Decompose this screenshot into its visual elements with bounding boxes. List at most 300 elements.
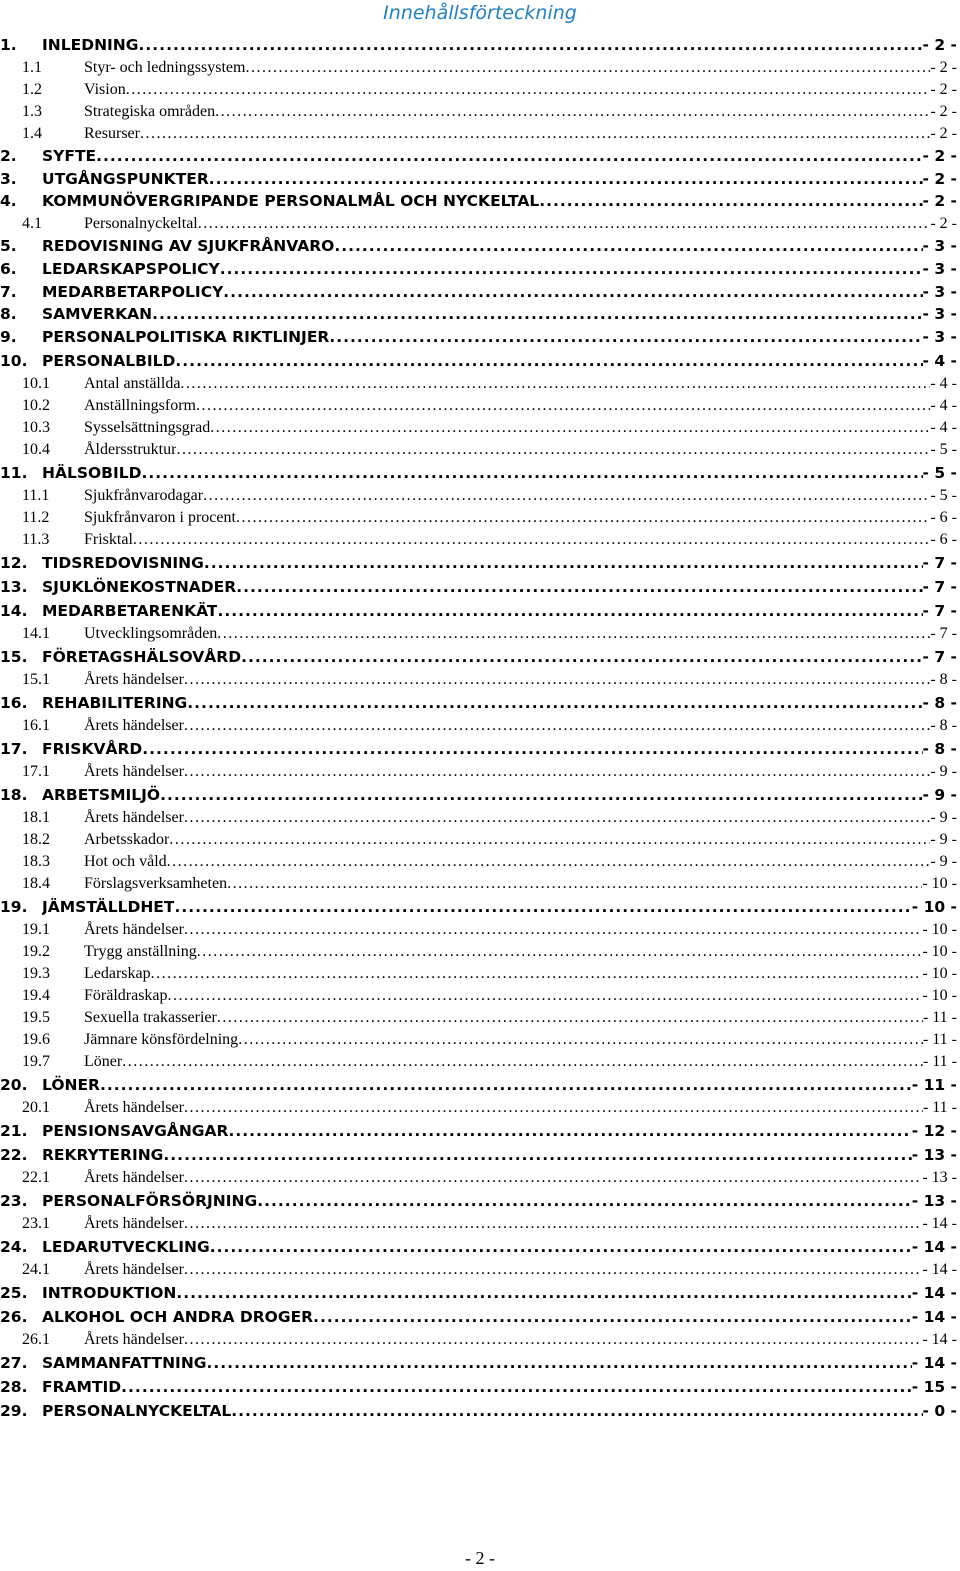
toc-entry-number: 5. bbox=[0, 237, 17, 255]
toc-entry-label: PERSONALFÖRSÖRJNING bbox=[42, 1191, 258, 1210]
toc-entry-page: - 7 - bbox=[930, 624, 957, 642]
toc-entry-subheading[interactable] bbox=[0, 807, 960, 829]
toc-dot-leader bbox=[228, 1119, 911, 1143]
toc-entry-label: INLEDNING bbox=[42, 36, 139, 54]
toc-entry-heading[interactable] bbox=[0, 1399, 960, 1423]
toc-entry-number: 10.4 bbox=[22, 440, 50, 458]
toc-entry-page: - 13 - bbox=[911, 1145, 957, 1164]
toc-dot-leader bbox=[126, 79, 931, 101]
toc-entry-page: - 2 - bbox=[930, 215, 957, 232]
toc-entry-subheading[interactable] bbox=[0, 761, 960, 783]
toc-entry-number: 10. bbox=[0, 351, 28, 370]
toc-entry-subheading[interactable] bbox=[0, 57, 960, 79]
toc-entry-heading[interactable] bbox=[0, 737, 960, 761]
toc-dot-leader bbox=[142, 737, 922, 761]
toc-entry-page: - 4 - bbox=[930, 418, 957, 436]
toc-entry-page: - 14 - bbox=[922, 1260, 957, 1278]
toc-entry-subheading[interactable] bbox=[0, 715, 960, 737]
toc-entry-label: Årets händelser bbox=[84, 808, 184, 826]
toc-entry-subheading[interactable] bbox=[0, 1097, 960, 1119]
toc-entry-number: 23. bbox=[0, 1191, 28, 1210]
toc-dot-leader bbox=[334, 235, 922, 258]
toc-entry-label: HÄLSOBILD bbox=[42, 463, 142, 482]
toc-entry-page: - 2 - bbox=[922, 36, 957, 54]
toc-entry-label: Sjukfrånvaron i procent bbox=[84, 508, 236, 526]
toc-entry-subheading[interactable] bbox=[0, 963, 960, 985]
toc-entry-number: 18.2 bbox=[22, 830, 50, 848]
toc-dot-leader bbox=[204, 551, 923, 575]
toc-entry-subheading[interactable] bbox=[0, 123, 960, 145]
toc-dot-leader bbox=[160, 783, 922, 807]
toc-entry-page: - 7 - bbox=[922, 601, 957, 620]
toc-entry-number: 4. bbox=[0, 192, 17, 211]
toc-dot-leader bbox=[236, 575, 922, 599]
toc-entry-page: - 9 - bbox=[930, 762, 957, 780]
toc-entry-heading[interactable] bbox=[0, 645, 960, 669]
toc-entry-number: 29. bbox=[0, 1401, 28, 1420]
toc-entry-page: - 4 - bbox=[930, 396, 957, 414]
toc-entry-subheading[interactable] bbox=[0, 439, 960, 461]
toc-entry-page: - 4 - bbox=[922, 351, 957, 370]
toc-entry-subheading[interactable] bbox=[0, 1029, 960, 1051]
toc-dot-leader bbox=[152, 303, 922, 326]
toc-entry-subheading[interactable] bbox=[0, 1213, 960, 1235]
toc-entry-heading[interactable] bbox=[0, 349, 960, 373]
toc-entry-subheading[interactable] bbox=[0, 213, 960, 235]
toc-entry-page: - 13 - bbox=[922, 1168, 957, 1186]
toc-entry-page: - 11 - bbox=[922, 1008, 957, 1026]
toc-entry-number: 2. bbox=[0, 146, 17, 165]
toc-entry-subheading[interactable] bbox=[0, 623, 960, 645]
toc-entry-label: SYFTE bbox=[42, 146, 97, 165]
toc-entry-page: - 8 - bbox=[922, 739, 957, 758]
toc-entry-label: INTRODUKTION bbox=[42, 1283, 177, 1302]
toc-dot-leader bbox=[198, 213, 931, 235]
toc-entry-subheading[interactable] bbox=[0, 1051, 960, 1073]
toc-entry-page: - 12 - bbox=[911, 1121, 957, 1140]
toc-entry-page: - 10 - bbox=[922, 874, 957, 892]
toc-entry-label: Trygg anställning bbox=[84, 942, 197, 960]
toc-entry-page: - 6 - bbox=[930, 508, 957, 526]
toc-entry-page: - 3 - bbox=[922, 328, 957, 346]
toc-dot-leader bbox=[220, 258, 923, 281]
toc-entry-number: 19.6 bbox=[22, 1030, 50, 1048]
toc-entry-page: - 10 - bbox=[922, 942, 957, 960]
toc-entry-page: - 0 - bbox=[922, 1401, 957, 1420]
toc-entry-number: 17.1 bbox=[22, 762, 50, 780]
toc-entry-page: - 11 - bbox=[922, 1030, 957, 1048]
toc-entry-page: - 9 - bbox=[930, 852, 957, 870]
toc-entry-number: 17. bbox=[0, 739, 28, 758]
toc-entry-number: 7. bbox=[0, 282, 17, 301]
toc-entry-heading[interactable] bbox=[0, 326, 960, 349]
toc-entry-label: FRAMTID bbox=[42, 1377, 122, 1396]
toc-entry-number: 11.1 bbox=[22, 486, 50, 504]
toc-dot-leader bbox=[217, 599, 922, 623]
toc-entry-page: - 4 - bbox=[930, 374, 957, 392]
toc-dot-leader bbox=[196, 395, 930, 417]
toc-entry-label: Vision bbox=[84, 80, 126, 98]
toc-entry-subheading[interactable] bbox=[0, 1259, 960, 1281]
toc-dot-leader bbox=[227, 873, 922, 895]
toc-entry-label: TIDSREDOVISNING bbox=[42, 553, 204, 572]
toc-entry-number: 11.2 bbox=[22, 508, 50, 526]
toc-entry-number: 19.5 bbox=[22, 1008, 50, 1026]
toc-entry-page: - 10 - bbox=[922, 964, 957, 982]
toc-entry-subheading[interactable] bbox=[0, 919, 960, 941]
toc-entry-number: 19.7 bbox=[22, 1052, 50, 1070]
toc-dot-leader bbox=[184, 1329, 922, 1351]
toc-dot-leader bbox=[210, 417, 930, 439]
toc-entry-page: - 14 - bbox=[922, 1214, 957, 1232]
toc-dot-leader bbox=[245, 57, 930, 79]
toc-entry-heading[interactable] bbox=[0, 235, 960, 258]
toc-entry-subheading[interactable] bbox=[0, 101, 960, 123]
toc-entry-number: 10.3 bbox=[22, 418, 50, 436]
toc-entry-page: - 11 - bbox=[922, 1052, 957, 1070]
toc-entry-number: 19. bbox=[0, 897, 28, 916]
toc-dot-leader bbox=[236, 507, 930, 529]
toc-entry-label: Strategiska områden bbox=[84, 102, 216, 120]
toc-entry-label: Årets händelser bbox=[84, 670, 184, 688]
toc-entry-label: Frisktal bbox=[84, 530, 133, 548]
toc-entry-number: 4.1 bbox=[22, 215, 42, 232]
toc-entry-label: LEDARSKAPSPOLICY bbox=[42, 259, 220, 278]
toc-entry-heading[interactable] bbox=[0, 145, 960, 168]
toc-entry-page: - 6 - bbox=[930, 530, 957, 548]
toc-entry-number: 1.2 bbox=[22, 80, 42, 98]
toc-entry-subheading[interactable] bbox=[0, 851, 960, 873]
toc-dot-leader bbox=[184, 1259, 922, 1281]
toc-entry-page: - 10 - bbox=[922, 920, 957, 938]
toc-dot-leader bbox=[184, 669, 930, 691]
toc-entry-label: JÄMSTÄLLDHET bbox=[42, 897, 175, 916]
toc-entry-label: LÖNER bbox=[42, 1075, 100, 1094]
toc-entry-number: 18.3 bbox=[22, 852, 50, 870]
toc-entry-page: - 2 - bbox=[930, 80, 957, 98]
toc-dot-leader bbox=[96, 145, 922, 168]
toc-entry-label: PERSONALNYCKELTAL bbox=[42, 1401, 232, 1420]
toc-entry-number: 19.2 bbox=[22, 942, 50, 960]
toc-entry-number: 10.1 bbox=[22, 374, 50, 392]
toc-entry-subheading[interactable] bbox=[0, 985, 960, 1007]
toc-dot-leader bbox=[100, 1073, 912, 1097]
toc-entry-label: Sjukfrånvarodagar bbox=[84, 486, 204, 504]
toc-entry-number: 19.3 bbox=[22, 964, 50, 982]
toc-entry-label: Förslagsverksamheten bbox=[84, 874, 228, 892]
toc-entry-page: - 9 - bbox=[930, 808, 957, 826]
toc-entry-number: 19.4 bbox=[22, 986, 50, 1004]
toc-entry-subheading[interactable] bbox=[0, 485, 960, 507]
toc-entry-label: UTGÅNGSPUNKTER bbox=[42, 169, 209, 188]
toc-entry-label: Årets händelser bbox=[84, 920, 184, 938]
toc-entry-heading[interactable] bbox=[0, 168, 960, 191]
toc-entry-label: MEDARBETARPOLICY bbox=[42, 282, 224, 301]
toc-entry-number: 3. bbox=[0, 169, 17, 188]
toc-entry-subheading[interactable] bbox=[0, 1329, 960, 1351]
toc-entry-label: SJUKLÖNEKOSTNADER bbox=[42, 577, 237, 596]
toc-entry-heading[interactable] bbox=[0, 303, 960, 326]
toc-entry-number: 20. bbox=[0, 1075, 28, 1094]
toc-entry-label: REHABILITERING bbox=[42, 693, 188, 712]
toc-entry-heading[interactable] bbox=[0, 1119, 960, 1143]
toc-entry-subheading[interactable] bbox=[0, 417, 960, 439]
toc-entry-heading[interactable] bbox=[0, 190, 960, 213]
toc-entry-page: - 2 - bbox=[930, 102, 957, 120]
toc-entry-label: Arbetsskador bbox=[84, 830, 170, 848]
toc-dot-leader bbox=[231, 1399, 922, 1423]
toc-entry-number: 25. bbox=[0, 1283, 28, 1302]
toc-dot-leader bbox=[184, 919, 922, 941]
toc-entry-heading[interactable] bbox=[0, 281, 960, 304]
toc-entry-page: - 5 - bbox=[930, 486, 957, 504]
toc-entry-subheading[interactable] bbox=[0, 373, 960, 395]
toc-entry-subheading[interactable] bbox=[0, 1167, 960, 1189]
toc-entry-page: - 3 - bbox=[922, 259, 957, 278]
toc-entry-heading[interactable] bbox=[0, 1281, 960, 1305]
toc-dot-leader bbox=[122, 1051, 923, 1073]
toc-entry-label: PERSONALPOLITISKA RIKTLINJER bbox=[42, 328, 330, 346]
toc-entry-subheading[interactable] bbox=[0, 873, 960, 895]
toc-dot-leader bbox=[241, 645, 922, 669]
toc-entry-subheading[interactable] bbox=[0, 395, 960, 417]
toc-entry-subheading[interactable] bbox=[0, 669, 960, 691]
toc-entry-page: - 8 - bbox=[922, 693, 957, 712]
toc-dot-leader bbox=[203, 485, 930, 507]
toc-dot-leader bbox=[121, 1375, 912, 1399]
toc-entry-heading[interactable] bbox=[0, 551, 960, 575]
toc-entry-page: - 3 - bbox=[922, 305, 957, 324]
toc-entry-subheading[interactable] bbox=[0, 79, 960, 101]
toc-entry-label: REKRYTERING bbox=[42, 1145, 164, 1164]
toc-entry-number: 8. bbox=[0, 305, 17, 324]
toc-entry-label: ARBETSMILJÖ bbox=[42, 785, 161, 804]
toc-entry-label: Anställningsform bbox=[84, 396, 196, 414]
toc-entry-page: - 10 - bbox=[911, 897, 957, 916]
toc-entry-subheading[interactable] bbox=[0, 1007, 960, 1029]
toc-dot-leader bbox=[215, 101, 930, 123]
toc-dot-leader bbox=[207, 1351, 912, 1375]
toc-entry-page: - 7 - bbox=[922, 577, 957, 596]
toc-entry-page: - 7 - bbox=[922, 553, 957, 572]
toc-entry-heading[interactable] bbox=[0, 1351, 960, 1375]
toc-entry-page: - 13 - bbox=[911, 1191, 957, 1210]
toc-dot-leader bbox=[176, 1281, 911, 1305]
toc-entry-label: Årets händelser bbox=[84, 716, 184, 734]
toc-entry-number: 14.1 bbox=[22, 624, 50, 642]
toc-entry-heading[interactable] bbox=[0, 1143, 960, 1167]
toc-entry-number: 27. bbox=[0, 1353, 28, 1372]
toc-entry-label: Styr- och ledningssystem bbox=[84, 58, 246, 76]
toc-dot-leader bbox=[184, 1213, 922, 1235]
toc-entry-heading[interactable] bbox=[0, 1375, 960, 1399]
toc-entry-subheading[interactable] bbox=[0, 507, 960, 529]
toc-entry-heading[interactable] bbox=[0, 599, 960, 623]
toc-entry-page: - 2 - bbox=[922, 192, 957, 211]
toc-entry-page: - 2 - bbox=[930, 58, 957, 76]
toc-entry-number: 1.3 bbox=[22, 102, 42, 120]
toc-entry-subheading[interactable] bbox=[0, 529, 960, 551]
toc-entry-number: 13. bbox=[0, 577, 28, 596]
toc-entry-label: MEDARBETARENKÄT bbox=[42, 601, 218, 620]
toc-entry-label: FÖRETAGSHÄLSOVÅRD bbox=[42, 647, 242, 666]
toc-entry-page: - 11 - bbox=[922, 1098, 957, 1116]
toc-entry-number: 26. bbox=[0, 1307, 28, 1326]
toc-entry-page: - 7 - bbox=[922, 647, 957, 666]
toc-entry-page: - 3 - bbox=[922, 282, 957, 301]
toc-dot-leader bbox=[169, 829, 930, 851]
toc-dot-leader bbox=[175, 349, 922, 373]
toc-entry-heading[interactable] bbox=[0, 691, 960, 715]
toc-dot-leader bbox=[329, 326, 922, 349]
toc-dot-leader bbox=[174, 895, 911, 919]
toc-entry-subheading[interactable] bbox=[0, 829, 960, 851]
toc-entry-number: 19.1 bbox=[22, 920, 50, 938]
toc-dot-leader bbox=[217, 623, 930, 645]
toc-dot-leader bbox=[184, 807, 930, 829]
toc-dot-leader bbox=[184, 761, 930, 783]
toc-entry-number: 23.1 bbox=[22, 1214, 50, 1232]
toc-dot-leader bbox=[210, 1235, 912, 1259]
toc-entry-number: 1.4 bbox=[22, 124, 42, 142]
toc-entry-page: - 9 - bbox=[930, 830, 957, 848]
toc-entry-label: Jämnare könsfördelning bbox=[84, 1030, 239, 1048]
toc-dot-leader bbox=[257, 1189, 912, 1213]
toc-entry-label: REDOVISNING AV SJUKFRÅNVARO bbox=[42, 237, 335, 255]
toc-entry-label: Personalnyckeltal bbox=[84, 215, 198, 232]
toc-dot-leader bbox=[184, 715, 930, 737]
toc-entry-page: - 14 - bbox=[911, 1353, 957, 1372]
toc-entry-label: Årets händelser bbox=[84, 1098, 184, 1116]
toc-entry-label: Årets händelser bbox=[84, 1214, 184, 1232]
toc-dot-leader bbox=[140, 123, 930, 145]
toc-entry-page: - 14 - bbox=[911, 1237, 957, 1256]
toc-entry-page: - 11 - bbox=[911, 1075, 957, 1094]
toc-entry-page: - 2 - bbox=[922, 146, 957, 165]
toc-entry-label: LEDARUTVECKLING bbox=[42, 1237, 210, 1256]
toc-dot-leader bbox=[184, 1167, 922, 1189]
toc-dot-leader bbox=[168, 985, 923, 1007]
toc-entry-label: Utvecklingsområden bbox=[84, 624, 218, 642]
toc-dot-leader bbox=[176, 439, 930, 461]
toc-entry-number: 1. bbox=[0, 36, 17, 54]
toc-entry-number: 28. bbox=[0, 1377, 28, 1396]
toc-entry-page: - 3 - bbox=[922, 237, 957, 255]
toc-entry-number: 1.1 bbox=[22, 58, 42, 76]
toc-entry-page: - 10 - bbox=[922, 986, 957, 1004]
toc-dot-leader bbox=[313, 1305, 912, 1329]
toc-entry-heading[interactable] bbox=[0, 1305, 960, 1329]
toc-entry-label: Ledarskap bbox=[84, 964, 151, 982]
toc-entry-number: 21. bbox=[0, 1121, 28, 1140]
toc-entry-label: FRISKVÅRD bbox=[42, 739, 143, 758]
toc-entry-page: - 2 - bbox=[930, 124, 957, 142]
toc-dot-leader bbox=[142, 461, 923, 485]
toc-entry-heading[interactable] bbox=[0, 1235, 960, 1259]
toc-dot-leader bbox=[180, 373, 930, 395]
toc-entry-number: 24.1 bbox=[22, 1260, 50, 1278]
toc-entry-label: Åldersstruktur bbox=[84, 440, 177, 458]
toc-entry-label: Löner bbox=[84, 1052, 123, 1070]
toc-dot-leader bbox=[217, 1007, 923, 1029]
toc-entry-heading[interactable] bbox=[0, 895, 960, 919]
toc-entry-label: SAMMANFATTNING bbox=[42, 1353, 207, 1372]
toc-dot-leader bbox=[223, 281, 922, 304]
toc-entry-number: 20.1 bbox=[22, 1098, 50, 1116]
toc-entry-subheading[interactable] bbox=[0, 941, 960, 963]
toc-entry-page: - 2 - bbox=[922, 169, 957, 188]
toc-entry-number: 11.3 bbox=[22, 530, 50, 548]
toc-entry-number: 12. bbox=[0, 553, 28, 572]
toc-entry-label: PERSONALBILD bbox=[42, 351, 176, 370]
toc-entry-number: 22.1 bbox=[22, 1168, 50, 1186]
toc-entry-label: Årets händelser bbox=[84, 1330, 184, 1348]
toc-entry-label: Sexuella trakasserier bbox=[84, 1008, 217, 1026]
toc-entry-number: 26.1 bbox=[22, 1330, 50, 1348]
toc-entry-heading[interactable] bbox=[0, 1073, 960, 1097]
toc-entry-page: - 15 - bbox=[911, 1377, 957, 1396]
toc-entry-number: 6. bbox=[0, 259, 17, 278]
toc-entry-heading[interactable] bbox=[0, 575, 960, 599]
toc-entry-number: 9. bbox=[0, 328, 17, 346]
toc-dot-leader bbox=[184, 1097, 923, 1119]
toc-dot-leader bbox=[187, 691, 922, 715]
toc-entry-label: PENSIONSAVGÅNGAR bbox=[42, 1121, 229, 1140]
toc-dot-leader bbox=[163, 1143, 911, 1167]
toc-entry-heading[interactable] bbox=[0, 258, 960, 281]
toc-dot-leader bbox=[197, 941, 923, 963]
toc-entry-label: Årets händelser bbox=[84, 762, 184, 780]
toc-entry-number: 14. bbox=[0, 601, 28, 620]
toc-dot-leader bbox=[151, 963, 923, 985]
toc-entry-heading[interactable] bbox=[0, 461, 960, 485]
toc-entry-number: 24. bbox=[0, 1237, 28, 1256]
toc-entry-page: - 9 - bbox=[922, 785, 957, 804]
toc-entry-heading[interactable] bbox=[0, 34, 960, 57]
toc-dot-leader bbox=[539, 190, 922, 213]
toc-entry-page: - 5 - bbox=[930, 440, 957, 458]
toc-entry-number: 18.1 bbox=[22, 808, 50, 826]
page-number: - 2 - bbox=[465, 1548, 495, 1568]
toc-entry-label: Hot och våld bbox=[84, 852, 167, 870]
toc-dot-leader bbox=[209, 168, 923, 191]
toc-entry-label: Årets händelser bbox=[84, 1168, 184, 1186]
toc-entry-label: Antal anställda bbox=[84, 374, 181, 392]
toc-entry-number: 16.1 bbox=[22, 716, 50, 734]
toc-entry-number: 18. bbox=[0, 785, 28, 804]
toc-dot-leader bbox=[167, 851, 931, 873]
toc-entry-heading[interactable] bbox=[0, 783, 960, 807]
toc-entry-number: 18.4 bbox=[22, 874, 50, 892]
toc-entry-number: 15.1 bbox=[22, 670, 50, 688]
toc-entry-label: Sysselsättningsgrad bbox=[84, 418, 211, 436]
toc-dot-leader bbox=[139, 34, 923, 57]
toc-entry-label: Årets händelser bbox=[84, 1260, 184, 1278]
toc-entry-number: 16. bbox=[0, 693, 28, 712]
toc-entry-label: Resurser bbox=[84, 124, 140, 142]
toc-entry-page: - 5 - bbox=[922, 463, 957, 482]
toc-entry-label: ALKOHOL OCH ANDRA DROGER bbox=[42, 1307, 314, 1326]
toc-entry-page: - 8 - bbox=[930, 716, 957, 734]
toc-title: Innehållsförteckning bbox=[383, 2, 577, 24]
toc-entry-page: - 14 - bbox=[922, 1330, 957, 1348]
table-of-contents bbox=[0, 34, 960, 1423]
toc-entry-number: 22. bbox=[0, 1145, 28, 1164]
toc-entry-label: Föräldraskap bbox=[84, 986, 168, 1004]
toc-entry-heading[interactable] bbox=[0, 1189, 960, 1213]
toc-entry-page: - 14 - bbox=[911, 1307, 957, 1326]
toc-entry-number: 11. bbox=[0, 463, 28, 482]
